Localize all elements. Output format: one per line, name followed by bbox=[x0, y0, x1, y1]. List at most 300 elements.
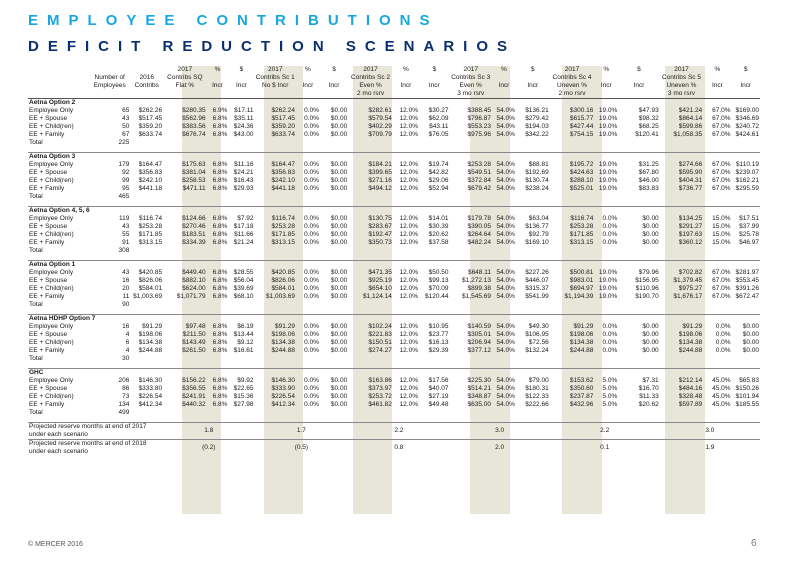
table-cell: $702.82 bbox=[678, 269, 703, 276]
header-cell: Uneven % bbox=[666, 82, 697, 89]
table-cell: $0.00 bbox=[330, 323, 348, 330]
empty-cell bbox=[348, 261, 393, 270]
table-cell: $63.04 bbox=[528, 215, 549, 222]
row-label: EE + Spouse bbox=[29, 115, 68, 122]
table-cell: 91 bbox=[122, 239, 130, 246]
table-cell: $0.00 bbox=[742, 323, 759, 330]
table-row bbox=[28, 355, 760, 363]
table-cell bbox=[550, 409, 595, 417]
table-cell: 15.0% bbox=[712, 223, 731, 230]
header-cell: Incr bbox=[400, 82, 412, 89]
empty-cell bbox=[320, 369, 348, 378]
table-cell: 54.0% bbox=[496, 323, 515, 330]
table-cell bbox=[550, 139, 595, 147]
table-cell: 6.8% bbox=[212, 115, 228, 122]
table-cell bbox=[594, 301, 618, 309]
table-cell: $484.16 bbox=[678, 385, 703, 392]
table-cell: 45.0% bbox=[712, 401, 731, 408]
table-cell: $0.00 bbox=[330, 331, 348, 338]
header-cell bbox=[228, 90, 254, 99]
table-cell: 54.0% bbox=[496, 331, 515, 338]
table-cell: $185.55 bbox=[735, 401, 759, 408]
header-cell: 2017 bbox=[363, 66, 378, 73]
table-cell: 6.8% bbox=[212, 377, 228, 384]
table-cell: 0.0% bbox=[602, 339, 618, 346]
table-cell bbox=[163, 247, 207, 255]
table-cell bbox=[516, 139, 550, 147]
header-cell: Incr bbox=[498, 82, 510, 89]
table-cell: $356.55 bbox=[182, 385, 206, 392]
table-cell: 0.0% bbox=[304, 107, 319, 114]
empty-cell bbox=[296, 369, 320, 378]
table-cell bbox=[207, 139, 229, 147]
header-cell: Incr bbox=[600, 82, 612, 89]
table-cell bbox=[255, 301, 296, 309]
header-cell: Incr bbox=[236, 82, 247, 89]
table-cell: $116.74 bbox=[570, 215, 594, 222]
table-cell: $99.13 bbox=[428, 277, 449, 284]
table-cell: $0.00 bbox=[642, 331, 659, 338]
header-cell: Employees bbox=[93, 82, 126, 89]
table-cell: $975.96 bbox=[467, 131, 491, 138]
header-cell: 2017 bbox=[463, 66, 478, 73]
table-cell: 12.0% bbox=[399, 107, 418, 114]
table-cell: $694.97 bbox=[569, 285, 594, 292]
table-cell bbox=[492, 193, 516, 201]
table-cell: $1,124.14 bbox=[362, 293, 392, 300]
table-cell: $264.64 bbox=[467, 231, 491, 238]
group-name: Aetna Option 2 bbox=[28, 99, 163, 108]
table-cell: 12.0% bbox=[399, 231, 418, 238]
row-label: EE + Family bbox=[29, 185, 65, 192]
table-cell: $261.50 bbox=[182, 347, 206, 354]
table-cell bbox=[703, 247, 731, 255]
table-cell bbox=[516, 301, 550, 309]
table-cell bbox=[130, 355, 163, 363]
table-cell: $198.06 bbox=[569, 331, 594, 338]
table-cell: $279.42 bbox=[525, 115, 549, 122]
table-cell: $222.66 bbox=[525, 401, 549, 408]
table-cell: 67.0% bbox=[712, 115, 731, 122]
table-cell bbox=[296, 247, 320, 255]
table-cell: 0.0% bbox=[602, 331, 618, 338]
table-cell: $281.97 bbox=[735, 269, 759, 276]
table-cell: 12.0% bbox=[399, 169, 418, 176]
empty-cell bbox=[163, 369, 207, 378]
table-cell: 6.8% bbox=[212, 293, 228, 300]
header-cell: Even % bbox=[459, 82, 482, 89]
table-cell: 0.0% bbox=[304, 177, 319, 184]
table-cell: $271.16 bbox=[368, 177, 392, 184]
table-cell bbox=[703, 193, 731, 201]
table-cell: $584.01 bbox=[138, 285, 163, 292]
table-cell: 30 bbox=[122, 355, 130, 362]
table-cell: $754.15 bbox=[569, 131, 594, 138]
table-cell: $424.61 bbox=[735, 131, 759, 138]
table-cell: 67.0% bbox=[712, 177, 731, 184]
table-cell: 12.0% bbox=[399, 385, 418, 392]
table-cell: $421.24 bbox=[678, 107, 703, 114]
empty-cell bbox=[348, 153, 393, 162]
table-cell: 12.0% bbox=[399, 393, 418, 400]
table-row bbox=[28, 277, 760, 285]
table-cell: 4 bbox=[125, 331, 130, 338]
table-cell: $192.69 bbox=[525, 169, 549, 176]
table-cell: $258.53 bbox=[182, 177, 206, 184]
table-cell: $52.94 bbox=[428, 185, 449, 192]
table-cell: 6.8% bbox=[212, 393, 228, 400]
table-cell bbox=[348, 355, 393, 363]
table-cell: $0.00 bbox=[330, 177, 348, 184]
table-cell: $79.96 bbox=[638, 269, 659, 276]
header-cell: $ bbox=[637, 66, 641, 73]
empty-cell bbox=[703, 315, 731, 324]
table-cell: 6.9% bbox=[212, 107, 228, 114]
table-cell bbox=[732, 193, 760, 201]
table-cell: $43.11 bbox=[429, 123, 449, 130]
table-cell bbox=[320, 409, 348, 417]
table-cell: 15.0% bbox=[712, 215, 731, 222]
empty-cell bbox=[450, 369, 492, 378]
table-cell: 12.0% bbox=[399, 215, 418, 222]
table-cell bbox=[550, 355, 595, 363]
table-cell: $29.06 bbox=[428, 177, 449, 184]
table-cell: $482.24 bbox=[467, 239, 491, 246]
table-cell: $143.49 bbox=[182, 339, 206, 346]
row-label: EE + Child(ren) bbox=[29, 339, 74, 346]
table-cell: 6.8% bbox=[212, 269, 228, 276]
table-cell: 92 bbox=[122, 169, 130, 176]
table-cell: $420.85 bbox=[138, 269, 163, 276]
table-cell: 12.0% bbox=[399, 131, 418, 138]
table-cell bbox=[393, 409, 419, 417]
table-cell: 0.0% bbox=[304, 393, 319, 400]
table-cell bbox=[660, 247, 704, 255]
table-cell bbox=[594, 409, 618, 417]
table-cell: $676.74 bbox=[182, 131, 206, 138]
table-cell: $13.44 bbox=[233, 331, 254, 338]
header-cell bbox=[393, 74, 419, 82]
table-row bbox=[28, 393, 760, 401]
table-cell: 0.0% bbox=[304, 347, 319, 354]
table-cell: $494.12 bbox=[368, 185, 392, 192]
header-cell bbox=[492, 90, 516, 99]
empty-cell bbox=[320, 207, 348, 216]
empty-cell bbox=[550, 99, 595, 108]
empty-cell bbox=[296, 207, 320, 216]
table-cell: $65.83 bbox=[739, 377, 759, 384]
table-cell: $43.00 bbox=[233, 131, 254, 138]
group-name: Aetna Option 3 bbox=[28, 153, 163, 162]
empty-cell bbox=[550, 315, 595, 324]
table-cell: 0.0% bbox=[304, 161, 319, 168]
table-cell: $391.26 bbox=[735, 285, 759, 292]
empty-cell bbox=[320, 153, 348, 162]
table-cell: $16.43 bbox=[233, 177, 254, 184]
table-cell: $134.38 bbox=[138, 339, 163, 346]
table-row bbox=[28, 139, 760, 147]
table-cell: $291.27 bbox=[678, 223, 703, 230]
empty-cell bbox=[419, 99, 450, 108]
table-cell: 0.0% bbox=[304, 331, 319, 338]
table-row bbox=[28, 223, 760, 231]
table-cell bbox=[618, 355, 659, 363]
table-cell: $56.04 bbox=[233, 277, 254, 284]
table-cell: $0.00 bbox=[642, 223, 659, 230]
table-cell bbox=[130, 409, 163, 417]
table-cell: $97.48 bbox=[185, 323, 206, 330]
table-cell: 179 bbox=[118, 161, 130, 168]
projection-value: 0.1 bbox=[550, 440, 660, 457]
table-cell: $975.27 bbox=[678, 285, 703, 292]
table-cell: 54.0% bbox=[496, 131, 515, 138]
empty-cell bbox=[348, 369, 393, 378]
table-cell: 67.0% bbox=[712, 185, 731, 192]
header-cell: % bbox=[305, 66, 311, 73]
empty-cell bbox=[393, 369, 419, 378]
table-cell: 12.0% bbox=[399, 239, 418, 246]
projection-value: 3.0 bbox=[660, 423, 760, 440]
table-cell: $164.47 bbox=[271, 161, 295, 168]
table-cell: 19.0% bbox=[598, 131, 618, 138]
table-cell: $0.00 bbox=[330, 339, 348, 346]
table-cell: $0.00 bbox=[642, 231, 659, 238]
table-cell bbox=[255, 355, 296, 363]
table-cell: $615.77 bbox=[569, 115, 594, 122]
table-cell: $736.77 bbox=[678, 185, 703, 192]
empty-cell bbox=[703, 261, 731, 270]
table-cell bbox=[450, 247, 492, 255]
table-cell bbox=[516, 247, 550, 255]
header-cell: % bbox=[501, 66, 507, 73]
table-cell: $17.18 bbox=[233, 223, 254, 230]
table-cell: $68.25 bbox=[638, 123, 659, 130]
header-row bbox=[28, 82, 760, 90]
projection-label: Projected reserve months at end of 2017 under each scenario bbox=[28, 423, 163, 440]
table-cell: $198.06 bbox=[138, 331, 163, 338]
empty-cell bbox=[255, 207, 296, 216]
table-cell: 12.0% bbox=[399, 277, 418, 284]
table-cell: 6.8% bbox=[212, 161, 228, 168]
empty-cell bbox=[207, 153, 229, 162]
title-line-1: EMPLOYEE CONTRIBUTIONS bbox=[28, 12, 439, 29]
table-cell bbox=[550, 301, 595, 309]
table-cell: $72.56 bbox=[528, 339, 549, 346]
header-cell bbox=[207, 74, 229, 82]
table-cell: 0.0% bbox=[304, 123, 319, 130]
table-cell: $156.22 bbox=[182, 377, 206, 384]
header-cell bbox=[130, 90, 163, 99]
table-cell: $471.35 bbox=[368, 269, 392, 276]
table-cell bbox=[207, 409, 229, 417]
table-cell: 12.0% bbox=[399, 331, 418, 338]
header-cell bbox=[89, 90, 130, 99]
group-header-row bbox=[28, 261, 760, 270]
projection-value: (0.2) bbox=[163, 440, 254, 457]
table-cell: $37.99 bbox=[739, 223, 759, 230]
table-cell: $20.62 bbox=[638, 401, 659, 408]
table-cell bbox=[703, 301, 731, 309]
table-cell: 16 bbox=[122, 277, 130, 284]
table-cell: 12.0% bbox=[399, 347, 418, 354]
table-cell bbox=[228, 139, 254, 147]
table-cell: $373.97 bbox=[368, 385, 392, 392]
empty-cell bbox=[348, 99, 393, 108]
table-cell bbox=[228, 355, 254, 363]
header-cell: Contribs Sc 2 bbox=[351, 74, 391, 81]
table-cell: $0.00 bbox=[330, 161, 348, 168]
table-cell bbox=[618, 139, 659, 147]
empty-cell bbox=[516, 99, 550, 108]
table-cell: $9.12 bbox=[237, 339, 254, 346]
table-cell: $983.01 bbox=[569, 277, 594, 284]
table-cell: $238.24 bbox=[525, 185, 549, 192]
table-cell: 308 bbox=[118, 247, 130, 254]
table-cell: $262.24 bbox=[271, 107, 295, 114]
table-cell: $6.19 bbox=[237, 323, 254, 330]
empty-cell bbox=[550, 369, 595, 378]
row-label: Employee Only bbox=[29, 323, 74, 330]
empty-cell bbox=[492, 261, 516, 270]
table-cell: $102.24 bbox=[368, 323, 392, 330]
table-cell: 19.0% bbox=[598, 185, 618, 192]
header-cell bbox=[255, 90, 296, 99]
table-cell: $242.10 bbox=[138, 177, 163, 184]
header-cell: Incr bbox=[527, 82, 539, 89]
table-row bbox=[28, 247, 760, 255]
table-cell: $221.83 bbox=[368, 331, 392, 338]
table-cell: $579.54 bbox=[368, 115, 392, 122]
table-cell: $83.83 bbox=[638, 185, 659, 192]
table-cell: $882.10 bbox=[182, 277, 206, 284]
table-cell: $315.37 bbox=[525, 285, 549, 292]
table-cell: $169.00 bbox=[735, 107, 759, 114]
table-cell: $98.32 bbox=[638, 115, 659, 122]
table-cell: 54.0% bbox=[496, 223, 515, 230]
table-cell: 0.0% bbox=[602, 239, 618, 246]
empty-cell bbox=[660, 99, 704, 108]
header-cell bbox=[228, 74, 254, 82]
table-cell bbox=[492, 355, 516, 363]
table-cell bbox=[255, 193, 296, 201]
table-cell bbox=[594, 139, 618, 147]
table-cell: $280.35 bbox=[182, 107, 206, 114]
empty-cell bbox=[207, 261, 229, 270]
table-row bbox=[28, 115, 760, 123]
table-cell: $412.34 bbox=[138, 401, 163, 408]
table-cell: 19.0% bbox=[598, 169, 618, 176]
header-cell: $ bbox=[530, 66, 535, 73]
header-cell: Number of bbox=[94, 74, 125, 81]
empty-cell bbox=[255, 369, 296, 378]
header-cell: 2017 bbox=[564, 66, 580, 73]
table-cell: $20.62 bbox=[428, 231, 449, 238]
table-cell: 4 bbox=[125, 347, 130, 354]
header-cell bbox=[320, 74, 348, 82]
projection-value: 2.0 bbox=[450, 440, 550, 457]
empty-cell bbox=[207, 99, 229, 108]
table-cell: $130.75 bbox=[368, 215, 392, 222]
table-cell: $295.59 bbox=[735, 185, 759, 192]
table-cell: $553.23 bbox=[467, 123, 491, 130]
empty-cell bbox=[450, 207, 492, 216]
table-cell: $198.06 bbox=[271, 331, 295, 338]
table-cell: $346.69 bbox=[735, 115, 759, 122]
table-cell: 0.0% bbox=[715, 347, 731, 354]
row-label: EE + Family bbox=[29, 401, 65, 408]
header-cell: Contribs bbox=[134, 82, 159, 89]
table-cell: 11 bbox=[122, 293, 130, 300]
header-cell: 2016 bbox=[139, 74, 154, 81]
empty-cell bbox=[618, 99, 659, 108]
header-cell: 2 mo rsrv bbox=[550, 90, 595, 99]
empty-cell bbox=[163, 99, 207, 108]
row-label: EE + Spouse bbox=[29, 331, 68, 338]
table-cell: $192.47 bbox=[368, 231, 392, 238]
group-name: Aetna Option 1 bbox=[28, 261, 163, 270]
table-cell: 0.0% bbox=[715, 339, 731, 346]
table-cell bbox=[660, 409, 704, 417]
table-cell: 0.0% bbox=[602, 231, 618, 238]
table-cell: $899.38 bbox=[467, 285, 491, 292]
empty-cell bbox=[492, 369, 516, 378]
table-cell: $471.11 bbox=[182, 185, 206, 192]
header-cell: Incr bbox=[711, 82, 723, 89]
table-cell: $305.01 bbox=[467, 331, 491, 338]
empty-cell bbox=[594, 99, 618, 108]
table-cell: $283.67 bbox=[368, 223, 392, 230]
table-cell: 6.8% bbox=[212, 347, 228, 354]
table-cell: $525.01 bbox=[569, 185, 594, 192]
header-cell bbox=[492, 74, 516, 82]
table-cell: $16.13 bbox=[428, 339, 449, 346]
table-cell: $925.19 bbox=[368, 277, 392, 284]
table-cell: $130.74 bbox=[525, 177, 549, 184]
table-cell: 5.0% bbox=[602, 385, 618, 392]
table-cell: 0.0% bbox=[602, 323, 618, 330]
table-cell bbox=[255, 409, 296, 417]
row-label: Total bbox=[29, 193, 43, 200]
table-cell bbox=[419, 301, 450, 309]
table-cell: 0.0% bbox=[304, 131, 319, 138]
table-cell: $47.93 bbox=[638, 107, 659, 114]
table-cell: 0.0% bbox=[602, 347, 618, 354]
table-cell: $14.01 bbox=[428, 215, 449, 222]
table-cell bbox=[130, 301, 163, 309]
table-cell: 6 bbox=[125, 339, 130, 346]
table-cell bbox=[320, 139, 348, 147]
table-cell: $120.41 bbox=[635, 131, 659, 138]
header-cell bbox=[296, 74, 320, 82]
table-cell: 19.0% bbox=[598, 293, 618, 300]
table-cell: 5.0% bbox=[602, 401, 618, 408]
empty-cell bbox=[516, 261, 550, 270]
table-row bbox=[28, 293, 760, 301]
table-cell: 0.0% bbox=[304, 239, 319, 246]
table-cell: 67.0% bbox=[712, 131, 731, 138]
header-cell: Uneven % bbox=[557, 82, 588, 89]
empty-cell bbox=[228, 99, 254, 108]
table-cell: 19.0% bbox=[598, 161, 618, 168]
empty-cell bbox=[703, 99, 731, 108]
table-cell bbox=[296, 355, 320, 363]
table-cell: $116.74 bbox=[139, 215, 163, 222]
table-cell bbox=[492, 409, 516, 417]
header-row bbox=[28, 74, 760, 82]
table-cell bbox=[320, 247, 348, 255]
table-cell: $16.70 bbox=[638, 385, 659, 392]
table-cell: $633.74 bbox=[138, 131, 163, 138]
